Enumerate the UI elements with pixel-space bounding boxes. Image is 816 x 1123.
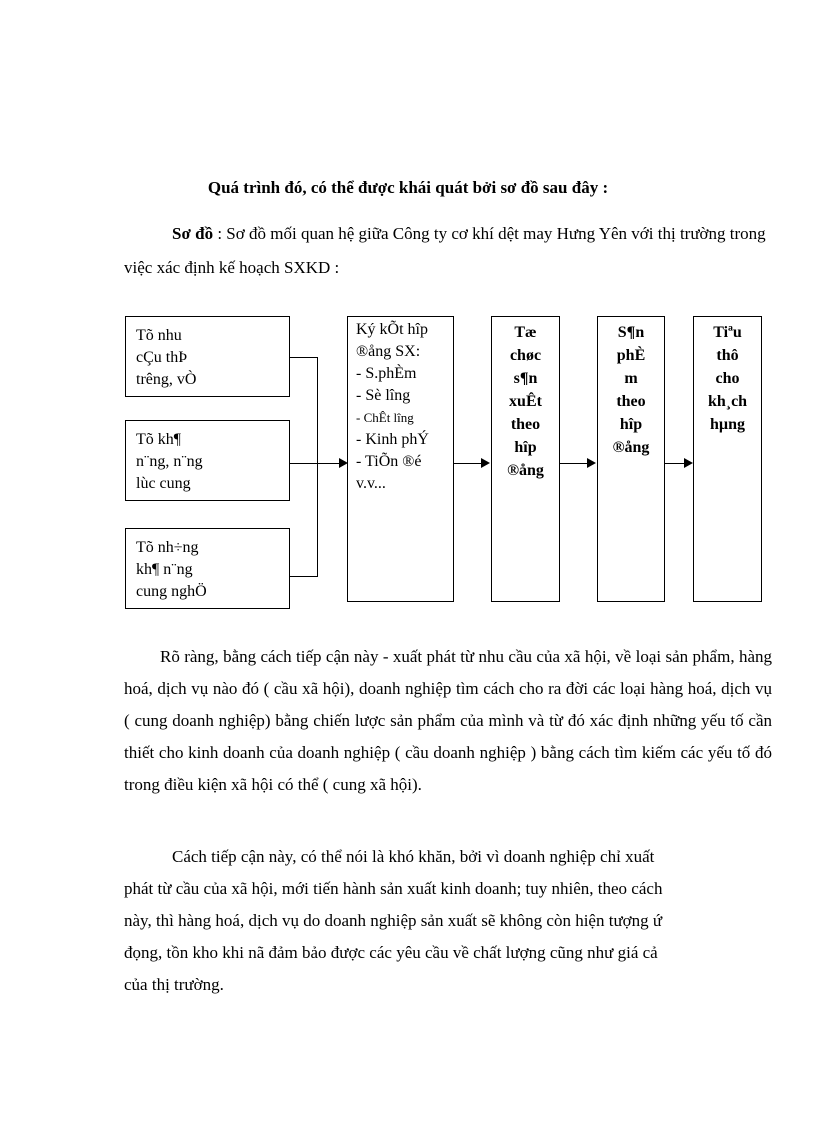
arrow-head-icon	[587, 458, 596, 468]
section-heading: Quá trình đó, có thể được khái quát bởi sơ đồ sau đây :	[207, 178, 609, 197]
source-box-market-demand	[125, 316, 290, 397]
box-line: Ký kÕt hîp	[356, 321, 428, 338]
box-line: Tiªu	[713, 324, 742, 341]
connector-vertical-line	[317, 357, 318, 577]
box-line: chøc	[509, 347, 542, 364]
box-line: ®ång	[507, 462, 544, 479]
box-line: ®ång	[612, 439, 650, 456]
connector-line	[290, 576, 318, 577]
box-line: cung nghÖ	[136, 583, 207, 600]
connector-line	[290, 463, 318, 464]
box-line: theo	[616, 393, 646, 410]
box-line: v.v...	[356, 475, 386, 492]
box-line: Tõ nh÷ng	[136, 539, 199, 556]
product-box	[597, 316, 665, 602]
arrow-head-icon	[481, 458, 490, 468]
box-line: Tõ nhu	[136, 327, 182, 344]
paragraph-approach: Rõ ràng, bằng cách tiếp cận này - xuất phát từ nhu cầu của xã hội, về loại sản phẩm, hàng hoá, dịch vụ nào đó ( cầu xã hội), doanh nghiệp tìm cách cho ra đời các loại hàng hoá, dịch vụ ( cung doanh nghiệp) bằng chiến lược sản phẩm của mình và từ đó xác định những yếu tố cần thiết cho kinh doanh của doanh nghiệp ( cầu doanh nghiệp ) bằng cách tìm kiếm các yếu tố đó trong điều kiện xã hội có thể ( cung xã hội).	[124, 647, 772, 794]
box-line: - S.phÈm	[356, 365, 417, 382]
box-line: s¶n	[513, 370, 538, 387]
box-line: - ChÊt lîng	[356, 410, 414, 425]
arrow-line	[318, 463, 340, 464]
box-line: trêng, vÒ	[136, 371, 197, 388]
box-line: Tæ	[514, 324, 537, 341]
box-line: cÇu thÞ	[136, 349, 188, 366]
box-line: phÈ	[616, 347, 646, 364]
box-line: xuÊt	[509, 393, 542, 410]
connector-line	[290, 357, 318, 358]
source-box-supply	[125, 528, 290, 609]
box-line: - TiÕn ®é	[356, 453, 422, 470]
arrow-line	[560, 463, 588, 464]
box-line: hîp	[514, 439, 537, 456]
box-line: lùc cung	[136, 475, 191, 492]
box-line: thô	[716, 347, 739, 364]
consumption-box	[693, 316, 762, 602]
contract-box	[347, 316, 454, 602]
box-line: theo	[510, 416, 541, 433]
diagram-caption	[124, 217, 772, 285]
box-line: kh¸ch	[707, 393, 748, 410]
box-line: hîp	[619, 416, 643, 433]
arrow-head-icon	[684, 458, 693, 468]
box-line: - Kinh phÝ	[356, 431, 429, 448]
box-line: cho	[715, 370, 740, 387]
box-line: - Sè lîng	[356, 387, 411, 404]
box-line: n¨ng, n¨ng	[136, 453, 203, 470]
arrow-line	[665, 463, 685, 464]
arrow-line	[454, 463, 482, 464]
box-line: m	[624, 370, 638, 387]
source-box-capacity	[125, 420, 290, 501]
paragraph-difficulty: Cách tiếp cận này, có thể nói là khó khăn, bởi vì doanh nghiệp chỉ xuất phát từ cầu của xã hội, mới tiến hành sản xuất kinh doanh; tuy nhiên, theo cách này, thì hàng hoá, dịch vụ do doanh nghiệp sản xuất sẽ không còn hiện tượng ứ đọng, tồn kho khi nã đảm bảo được các yêu cầu về chất lượng cũng như giá cả của thị trường.	[124, 847, 663, 994]
box-line: S¶n	[617, 324, 645, 341]
box-line: hµng	[709, 416, 745, 433]
box-line: kh¶ n¨ng	[136, 561, 193, 578]
box-line: Tõ kh¶	[136, 431, 182, 448]
caption-text: : Sơ đồ mối quan hệ giữa Công ty cơ khí dệt may Hưng Yên với thị trường trong việc xác định kế hoạch SXKD :	[124, 224, 766, 277]
caption-label: Sơ đồ	[172, 224, 214, 243]
box-line: ®ång SX:	[356, 343, 421, 360]
production-box	[491, 316, 560, 602]
